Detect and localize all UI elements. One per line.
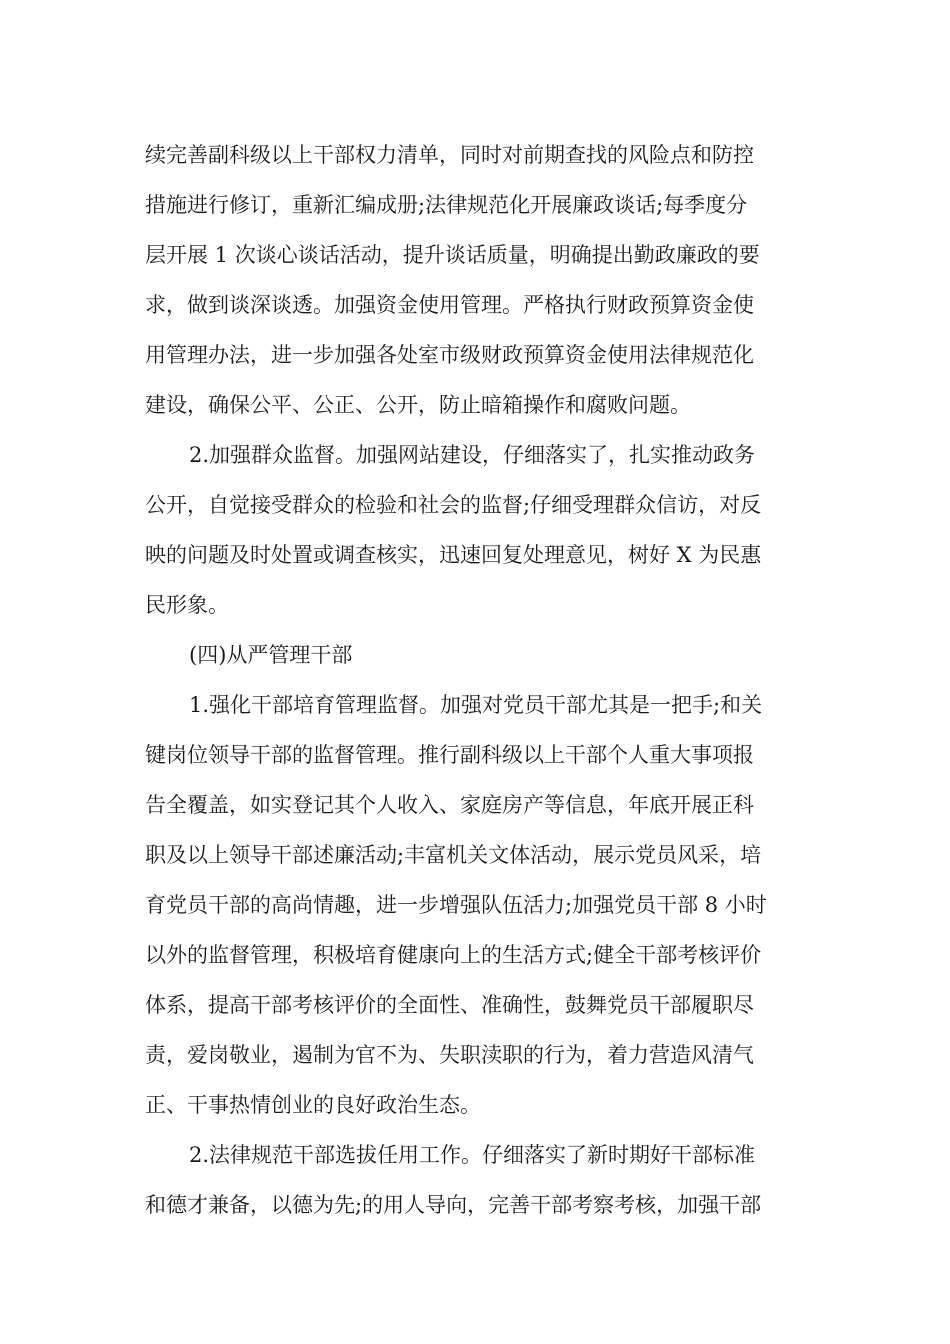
text-line: 民形象。 xyxy=(145,593,229,617)
text-line: 和德才兼备，以德为先;的用人导向，完善干部考察考核，加强干部 xyxy=(145,1193,762,1217)
text-line: 层开展 1 次谈心谈话活动，提升谈话质量，明确提出勤政廉政的要 xyxy=(145,243,760,267)
text-line: 育党员干部的高尚情趣，进一步增强队伍活力;加强党员干部 8 小时 xyxy=(145,893,767,917)
text-line: 键岗位领导干部的监督管理。推行副科级以上干部个人重大事项报 xyxy=(145,743,754,767)
paragraph-start-line: 2.法律规范干部选拔任用工作。仔细落实了新时期好干部标准 xyxy=(189,1143,756,1167)
text-line: 续完善副科级以上干部权力清单，同时对前期查找的风险点和防控 xyxy=(145,143,754,167)
text-line: 正、干事热情创业的良好政治生态。 xyxy=(145,1093,481,1117)
section-heading: (四)从严管理干部 xyxy=(189,643,353,667)
text-line: 职及以上领导干部述廉活动;丰富机关文体活动，展示党员风采，培 xyxy=(145,843,762,867)
paragraph-start-line: 1.强化干部培育管理监督。加强对党员干部尤其是一把手;和关 xyxy=(189,693,763,717)
text-line: 建设，确保公平、公正、公开，防止暗箱操作和腐败问题。 xyxy=(145,393,691,417)
text-line: 告全覆盖，如实登记其个人收入、家庭房产等信息，年底开展正科 xyxy=(145,793,754,817)
text-line: 体系，提高干部考核评价的全面性、准确性，鼓舞党员干部履职尽 xyxy=(145,993,754,1017)
text-line: 映的问题及时处置或调查核实，迅速回复处理意见，树好 X 为民惠 xyxy=(145,543,762,567)
text-line: 以外的监督管理，积极培育健康向上的生活方式;健全干部考核评价 xyxy=(145,943,762,967)
paragraph-start-line: 2.加强群众监督。加强网站建设，仔细落实了，扎实推动政务 xyxy=(189,443,756,467)
text-line: 责，爱岗敬业，遏制为官不为、失职渎职的行为，着力营造风清气 xyxy=(145,1043,754,1067)
text-line: 公开，自觉接受群众的检验和社会的监督;仔细受理群众信访，对反 xyxy=(145,493,762,517)
text-line: 用管理办法，进一步加强各处室市级财政预算资金使用法律规范化 xyxy=(145,343,754,367)
text-line: 求，做到谈深谈透。加强资金使用管理。严格执行财政预算资金使 xyxy=(145,293,754,317)
text-line: 措施进行修订，重新汇编成册;法律规范化开展廉政谈话;每季度分 xyxy=(145,193,748,217)
